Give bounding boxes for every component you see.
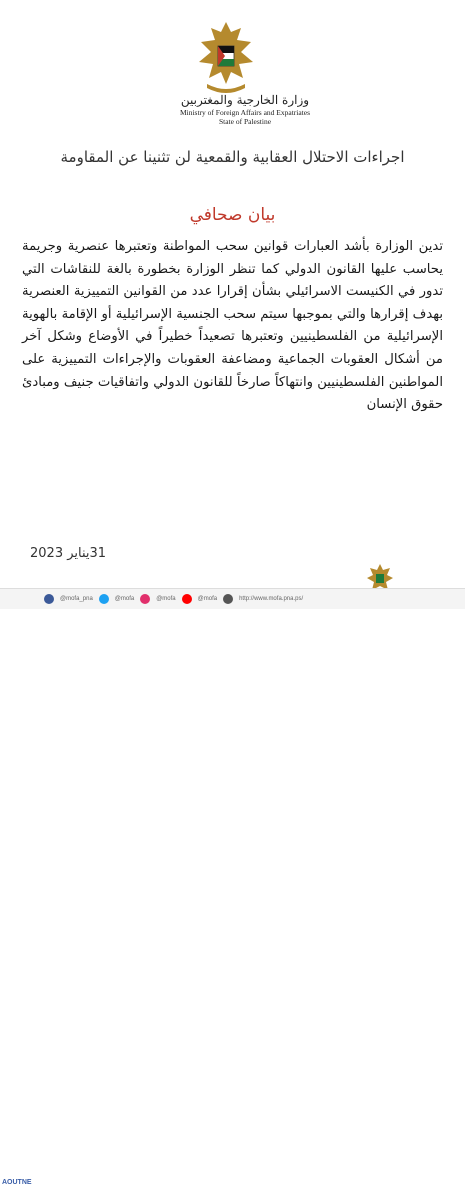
ministry-name-english bbox=[170, 108, 320, 126]
statement-date: 31يناير 2023 bbox=[30, 546, 107, 561]
footer-social-bar bbox=[0, 588, 465, 1186]
footer-item[interactable]: @mofa bbox=[156, 596, 176, 602]
state-name-en: State of Palestine bbox=[218, 117, 272, 126]
footer-website[interactable]: http://www.mofa.pna.ps/ bbox=[239, 596, 304, 602]
ministry-name-en: Ministry of Foreign Affairs and Expatriates bbox=[179, 108, 311, 117]
instagram-icon[interactable] bbox=[140, 594, 150, 604]
headline: اجراءات الاحتلال العقابية والقمعية لن تثنينا عن المقاومة bbox=[60, 148, 405, 166]
statement-body: تدين الوزارة بأشد العبارات قوانين سحب المواطنة وتعتبرها عنصرية وجريمة يحاسب عليها القانون الدولي كما تنظر الوزارة بخطورة بالغة للنقاشات التي تدور في الكنيست الاسرائيلي بشأن إقرارا عدد من القوانين التمييزية العنصرية بهدف إقرارها والتي بموجبها سيتم سحب الجنسية الإسرائيلية أو الإقامة بالهوية الإسرائيلية من الفلسطينيين وتعتبرها تصعيداً خطيراً في الأوضاع وشكل آخر من أشكال العقوبات الجماعية ومضاعفة العقوبات والإجراءات التمييزية على المواطنين الفلسطينيين وانتهاكاً صارخاً للقانون الدولي واتفاقيات جنيف ومبادئ حقوق الإنسان bbox=[22, 239, 443, 413]
footer-item[interactable]: @mofa bbox=[114, 596, 135, 602]
globe-icon[interactable] bbox=[223, 594, 233, 604]
footer-item[interactable]: @mofa bbox=[197, 596, 218, 602]
ministry-name-arabic: وزارة الخارجية والمغتربين bbox=[180, 93, 310, 107]
footer-item[interactable]: @mofa_pna bbox=[60, 596, 93, 602]
youtube-icon[interactable] bbox=[182, 594, 192, 604]
facebook-icon[interactable] bbox=[44, 594, 54, 604]
palestine-eagle-emblem bbox=[191, 18, 261, 98]
document-type-title: بيان صحافي bbox=[189, 205, 276, 225]
watermark: AOUTNE bbox=[2, 1179, 32, 1186]
twitter-icon[interactable] bbox=[99, 594, 109, 604]
